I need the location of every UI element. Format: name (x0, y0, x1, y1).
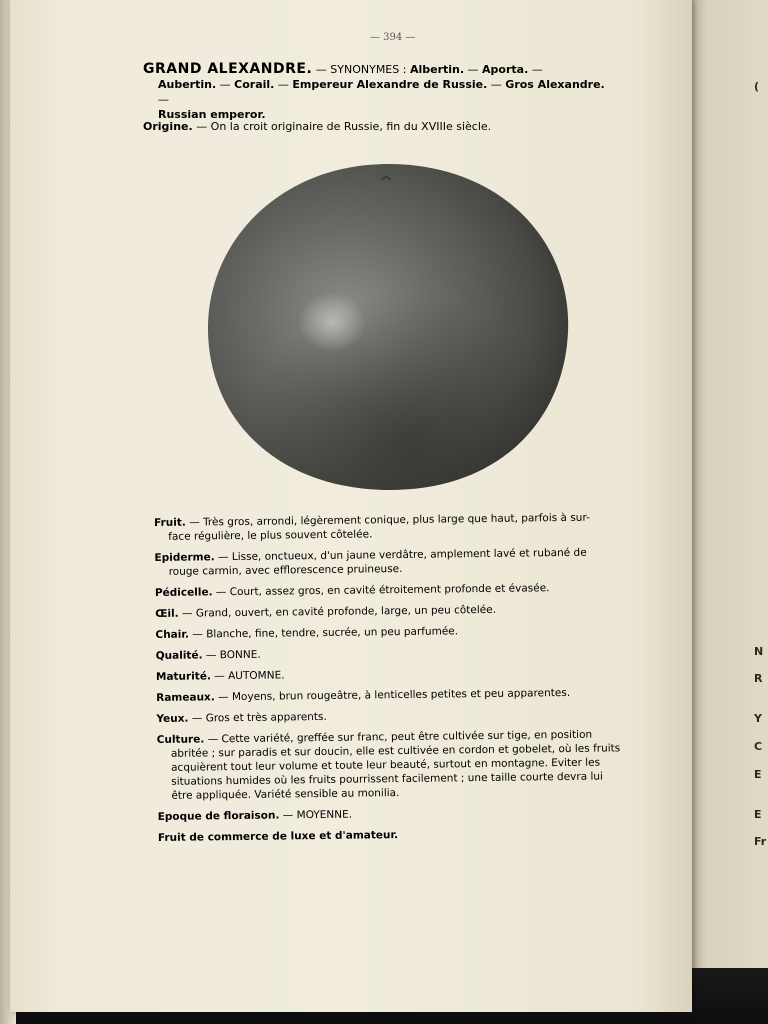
facing-page-mark: C (754, 740, 763, 753)
origin-text: — On la croit originaire de Russie, fin du XVIIIe siècle. (196, 120, 492, 133)
synonym: Albertin. (409, 63, 465, 76)
book-page (10, 0, 692, 1012)
variety-title: GRAND ALEXANDRE. (143, 61, 313, 77)
entry-label: Culture. (156, 733, 205, 746)
entry-text: — Très gros, arrondi, légèrement conique, plus large que haut, parfois à sur- (189, 511, 590, 529)
entry-label: Œil. (155, 607, 179, 620)
origin-label: Origine. (143, 120, 193, 133)
description-entries (154, 510, 623, 852)
facing-page-mark: E (754, 808, 762, 821)
entry-oeil (155, 601, 620, 621)
entry-text: — Moyens, brun rougeâtre, à lenticelles petites et peu apparentes. (218, 686, 571, 704)
entry-text: — Court, assez gros, en cavité étroitement profonde et évasée. (215, 582, 550, 599)
facing-page-mark: Fr (754, 835, 767, 848)
facing-page (692, 0, 768, 968)
entry-label: Yeux. (156, 712, 189, 725)
facing-page-mark: E (754, 768, 762, 781)
entry-header: GRAND ALEXANDRE. — SYNONYMES : Albertin. — Aporta. — Aubertin. — Corail. — Empereur Alexandre de Russie. — Gros Alexandre. — Russian emperor. (143, 62, 613, 122)
entry-label: Rameaux. (156, 691, 215, 704)
entry-floraison (158, 804, 623, 824)
entry-label: Fruit. (154, 516, 186, 529)
entry-label: Pédicelle. (154, 586, 213, 599)
entry-text-continued: abritée ; sur paradis et sur doucin, elle est cultivée en cordon et gobelet, où les fruits acquièrent tout leur volume et toute leur beauté, surtout en montagne. Eviter les situations humides où les fruits pourrissent facilement ; une taille courte devra lui être appliquée. Variété sensible au monilia. (170, 742, 621, 802)
entry-text: — Gros et très apparents. (191, 710, 327, 725)
entry-chair (155, 622, 620, 642)
synonym: Corail. (234, 78, 275, 91)
synonym: Aubertin. (158, 78, 217, 91)
entry-epiderme (154, 545, 619, 579)
apple-illustration (200, 160, 576, 496)
synonym: Empereur Alexandre de Russie. (292, 78, 488, 91)
entry-yeux (156, 706, 621, 726)
entry-text: — Grand, ouvert, en cavité profonde, large, un peu côtelée. (181, 603, 497, 620)
facing-page-mark: ( (754, 80, 760, 93)
entry-text: — BONNE. (205, 648, 261, 662)
entry-commerce (158, 825, 623, 845)
entry-qualite (156, 643, 621, 663)
facing-page-mark: R (754, 672, 763, 685)
entry-text: — AUTOMNE. (214, 669, 285, 683)
page-number: — 394 — (370, 32, 416, 43)
entry-rameaux (156, 685, 621, 705)
entry-text: — Cette variété, greffée sur franc, peut être cultivée sur tige, en position (207, 728, 593, 746)
entry-label: Fruit de commerce de luxe et d'amateur. (157, 829, 399, 844)
entry-text: — MOYENNE. (282, 808, 353, 822)
synonym: Aporta. (482, 63, 529, 76)
facing-page-mark: N (754, 645, 764, 658)
entry-text-continued: rouge carmin, avec efflorescence pruineuse. (168, 562, 403, 578)
entry-maturite (156, 664, 621, 684)
apple-photograph (200, 160, 576, 496)
entry-text: — Blanche, fine, tendre, sucrée, un peu parfumée. (192, 625, 459, 641)
entry-label: Qualité. (155, 649, 203, 662)
entry-pedicelle (155, 580, 620, 600)
entry-fruit (154, 510, 619, 544)
entry-label: Maturité. (155, 670, 211, 683)
entry-text: — Lisse, onctueux, d'un jaune verdâtre, amplement lavé et rubané de (217, 546, 587, 564)
entry-label: Chair. (155, 628, 190, 641)
entry-text-continued: face régulière, le plus souvent côtelée. (168, 528, 373, 543)
synonym: Russian emperor. (158, 108, 266, 121)
origin-line (143, 120, 613, 133)
entry-label: Epoque de floraison. (157, 809, 280, 823)
entry-culture (157, 727, 623, 803)
entry-label: Epiderme. (154, 551, 215, 564)
synonym-list-continued: Aubertin. — Corail. — Empereur Alexandre de Russie. — Gros Alexandre. — Russian emperor. (158, 78, 605, 121)
facing-page-mark: Y (754, 712, 762, 725)
synonymes-label: — SYNONYMES : (315, 63, 407, 76)
synonym: Gros Alexandre. (505, 78, 605, 91)
